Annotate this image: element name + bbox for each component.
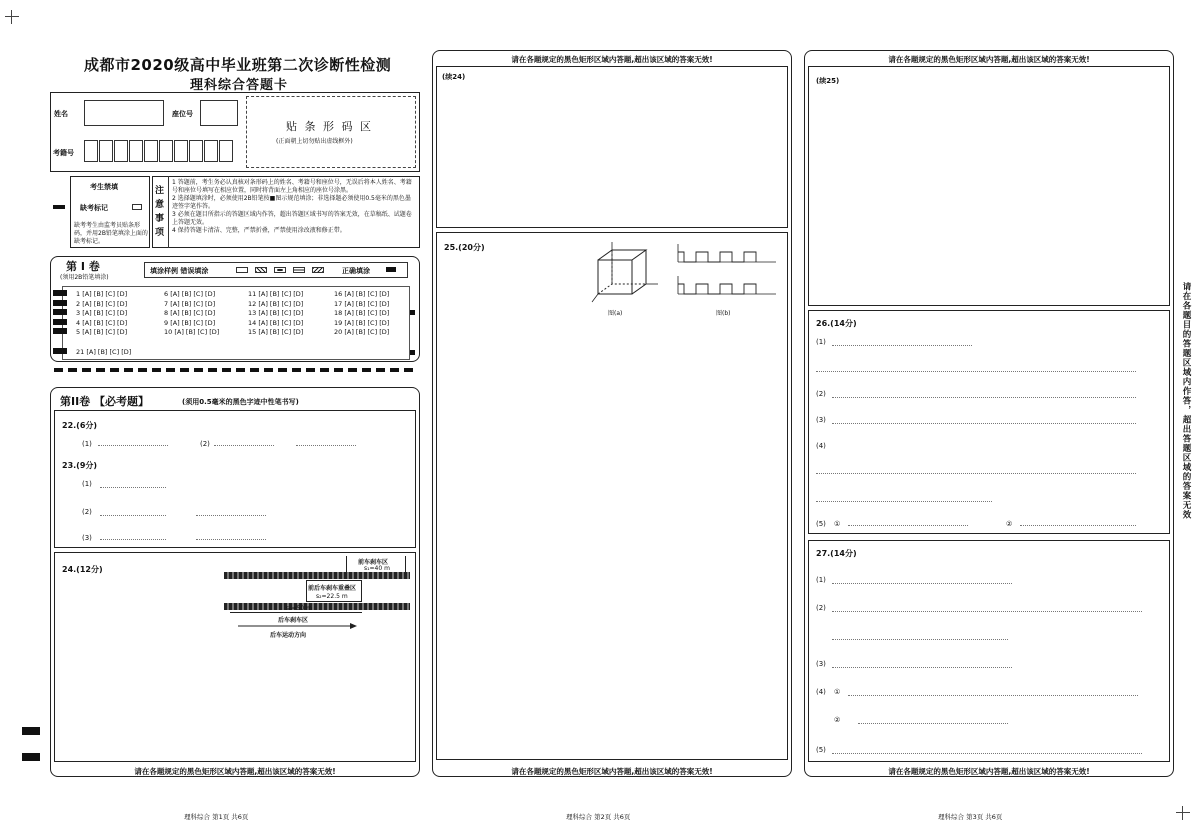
q27-answer1-line[interactable] [832, 576, 1012, 584]
absent-mark-label: 缺考标记 [80, 204, 108, 212]
exam-no-cell[interactable] [189, 140, 203, 162]
q22-part2: (2) [200, 440, 210, 448]
exam-no-cell[interactable] [99, 140, 113, 162]
q26-answer4-line[interactable] [816, 466, 1136, 474]
rear-zone-label: 后车刹车区 [278, 617, 309, 624]
q22-answer3-line[interactable] [296, 438, 356, 446]
q24-label: 24.(12分) [62, 565, 103, 574]
fig-a-cube-diagram [588, 240, 660, 310]
q27-answer4a-line[interactable] [848, 688, 1138, 696]
timing-dash [376, 368, 385, 372]
timing-dash [166, 368, 175, 372]
q25-label: 25.(20分) [444, 243, 485, 252]
exam-no-cell[interactable] [204, 140, 218, 162]
correct-fill-mark [386, 267, 396, 272]
seat-label: 座位号 [172, 110, 193, 118]
notice-bottom-p3: 请在各题规定的黑色矩形区域内答题,超出该区域的答案无效! [888, 767, 1090, 776]
absent-checkbox[interactable] [132, 204, 142, 210]
direction-label: 后车运动方向 [270, 632, 307, 639]
choice-question[interactable]: 1 [A] [B] [C] [D] [76, 290, 128, 298]
choice-question[interactable]: 12 [A] [B] [C] [D] [248, 299, 304, 308]
q23-part3: (3) [82, 534, 92, 542]
note-item-4: 4 保持答题卡清洁、完整，严禁折叠，严禁使用涂改液和修正带。 [172, 227, 346, 234]
q27-choice1-marker: ① [834, 688, 841, 696]
timing-dash [194, 368, 203, 372]
q27-answer3-line[interactable] [832, 660, 1012, 668]
timing-dash [152, 368, 161, 372]
timing-dash [320, 368, 329, 372]
q26-part3: (3) [816, 416, 826, 424]
road-stripe-bottom [224, 603, 410, 610]
name-label: 姓名 [54, 110, 68, 118]
part1-note: (须用2B铅笔填涂) [60, 274, 109, 281]
q26-answer4b-line[interactable] [816, 494, 992, 502]
q23-answer2-line[interactable] [100, 508, 166, 516]
q27-choice2-marker: ② [834, 716, 841, 724]
timing-mark [53, 319, 67, 325]
overlap-zone-label: 前后车刹车重叠区 [308, 585, 357, 592]
exam-no-cell[interactable] [174, 140, 188, 162]
choice-question[interactable]: 13 [A] [B] [C] [D] [248, 309, 304, 317]
s0-dimension-line [230, 612, 362, 613]
bottom-timing-mark-2 [22, 753, 40, 761]
choice-question[interactable]: 9 [A] [B] [C] [D] [164, 318, 216, 327]
q26-answer1b-line[interactable] [816, 364, 1136, 372]
s1-label: s₁=40 m [364, 565, 390, 572]
q26-part2: (2) [816, 390, 826, 398]
timing-dash [250, 368, 259, 372]
timing-dash [124, 368, 133, 372]
q27-answer4b-line[interactable] [858, 716, 1008, 724]
choice-question[interactable]: 3 [A] [B] [C] [D] [76, 309, 128, 317]
exam-title: 成都市2020级高中毕业班第二次诊断性检测 [84, 56, 392, 74]
timing-dash [68, 368, 77, 372]
q23-answer1-line[interactable] [100, 480, 166, 488]
notes-divider [168, 176, 169, 248]
notice-top-p3: 请在各题规定的黑色矩形区域内答题,超出该区域的答案无效! [888, 55, 1090, 64]
timing-dash [138, 368, 147, 372]
q25-continued-block [808, 66, 1170, 306]
q23-label: 23.(9分) [62, 461, 98, 470]
timing-dash [264, 368, 273, 372]
q26-answer5a-line[interactable] [848, 518, 968, 526]
q22-label: 22.(6分) [62, 421, 98, 430]
choice-question[interactable]: 11 [A] [B] [C] [D] [248, 290, 304, 298]
q26-answer2-line[interactable] [832, 390, 1136, 398]
barcode-title: 贴 条 形 码 区 [286, 120, 373, 133]
timing-dash [334, 368, 343, 372]
timing-dash [292, 368, 301, 372]
q27-part1: (1) [816, 576, 826, 584]
timing-dash [110, 368, 119, 372]
timing-dash [180, 368, 189, 372]
timing-dash [222, 368, 231, 372]
timing-dash [362, 368, 371, 372]
q22-23-block [54, 410, 416, 548]
exam-no-cell[interactable] [144, 140, 158, 162]
notes-label: 注意事项 [155, 186, 165, 238]
exam-no-cell[interactable] [84, 140, 98, 162]
q26-choice2-marker: ② [1006, 520, 1013, 528]
notice-top-p2: 请在各题规定的黑色矩形区域内答题,超出该区域的答案无效! [511, 55, 713, 64]
registration-cross-top-left [5, 10, 19, 24]
q24-continued-block [436, 66, 788, 228]
q27-part5: (5) [816, 746, 826, 754]
q26-answer5b-line[interactable] [1020, 518, 1136, 526]
exam-no-label: 考籍号 [53, 149, 74, 157]
barcode-note: (正面朝上切勿贴出虚线框外) [276, 138, 353, 145]
s2-label: s₂=22.5 m [316, 593, 348, 600]
timing-dash [82, 368, 91, 372]
right-mark-2 [410, 350, 415, 355]
notice-bottom-p1: 请在各题规定的黑色矩形区域内答题,超出该区域的答案无效! [134, 767, 336, 776]
choice-question[interactable]: 18 [A] [B] [C] [D] [334, 309, 390, 317]
q23-answer4-line[interactable] [100, 532, 166, 540]
timing-dash [54, 368, 63, 372]
q25-continued-label: (续25) [816, 77, 840, 85]
timing-mark [53, 328, 67, 334]
timing-mark [53, 309, 67, 315]
choice-question[interactable]: 20 [A] [B] [C] [D] [334, 328, 390, 336]
registration-cross-bottom-right [1176, 806, 1190, 820]
exam-no-cell[interactable] [219, 140, 233, 162]
bottom-timing-mark-1 [22, 727, 40, 735]
q22-part1: (1) [82, 440, 92, 448]
q26-part4: (4) [816, 442, 826, 450]
note-item-1: 1 答题前，考生务必认真核对条形码上的姓名、考籍号和座位号，无误后将本人姓名、考籍号和座位号填写在相应位置，同时将背面左上角相应的座位号涂黑。 [172, 179, 412, 194]
q26-answer3-line[interactable] [832, 416, 1136, 424]
timing-mark [53, 300, 67, 306]
road-stripe-top [224, 572, 410, 579]
q27-block [808, 540, 1170, 762]
fig-a-label: 图(a) [608, 310, 623, 317]
fig-b-label: 图(b) [716, 310, 731, 317]
timing-dash [348, 368, 357, 372]
q22-answer1-line[interactable] [98, 438, 168, 446]
exam-no-cell[interactable] [129, 140, 143, 162]
answer-sheet-title: 理科综合答题卡 [190, 78, 289, 93]
q27-part4: (4) [816, 688, 826, 696]
absent-title: 考生禁填 [90, 183, 118, 191]
note-item-3: 3 必须在题目所指示的答题区域内作答，超出答题区域书写的答案无效，在草稿纸、试题卷上答题无效。 [172, 211, 412, 226]
choice-question[interactable]: 16 [A] [B] [C] [D] [334, 290, 390, 298]
choice-question[interactable]: 15 [A] [B] [C] [D] [248, 328, 304, 336]
q27-answer2-line[interactable] [832, 604, 1142, 612]
exam-no-cell[interactable] [114, 140, 128, 162]
q23-answer3-line[interactable] [196, 508, 266, 516]
wrong-fill-example [236, 267, 248, 273]
wrong-fill-example [293, 267, 305, 273]
timing-dash [278, 368, 287, 372]
seat-field[interactable] [200, 100, 238, 126]
q23-answer5-line[interactable] [196, 532, 266, 540]
choice-question[interactable]: 8 [A] [B] [C] [D] [164, 309, 216, 317]
fill-example-label: 填涂样例 错误填涂 [150, 267, 209, 275]
choice-question[interactable]: 6 [A] [B] [C] [D] [164, 290, 216, 298]
notice-bottom-p2: 请在各题规定的黑色矩形区域内答题,超出该区域的答案无效! [511, 767, 713, 776]
choice-question[interactable]: 10 [A] [B] [C] [D] [164, 328, 220, 336]
q26-answer1-line[interactable] [832, 338, 972, 346]
timing-dash [96, 368, 105, 372]
timing-mark [53, 205, 65, 209]
q27-part3: (3) [816, 660, 826, 668]
correct-fill-label: 正确填涂 [342, 267, 370, 275]
footer-p2: 理科综合 第2页 共6页 [566, 813, 631, 821]
timing-dash [236, 368, 245, 372]
q27-label: 27.(14分) [816, 549, 857, 558]
right-mark-1 [410, 310, 415, 315]
q26-label: 26.(14分) [816, 319, 857, 328]
side-notice: 请在各题目的答题区域内作答，超出答题区域的答案无效 [1181, 282, 1191, 520]
part1-title: 第 I 卷 [66, 260, 100, 273]
footer-p1: 理科综合 第1页 共6页 [184, 813, 249, 821]
name-field[interactable] [84, 100, 164, 126]
choice-question[interactable]: 7 [A] [B] [C] [D] [164, 299, 216, 308]
timing-dash [390, 368, 399, 372]
timing-mark [53, 348, 67, 354]
choice-question[interactable]: 2 [A] [B] [C] [D] [76, 299, 128, 308]
fig-b-wave-graph [672, 240, 784, 304]
wrong-fill-example [274, 267, 286, 273]
part2-note: (须用0.5毫米的黑色字迹中性笔书写) [182, 398, 299, 406]
q26-part5: (5) [816, 520, 826, 528]
part2-title: 第II卷 【必考题】 [60, 395, 150, 408]
wrong-fill-example [312, 267, 324, 273]
timing-mark [53, 290, 67, 296]
choice-question[interactable]: 4 [A] [B] [C] [D] [76, 318, 128, 327]
q27-part2: (2) [816, 604, 826, 612]
s0-label: s₀=50 m [286, 605, 312, 612]
wrong-fill-example [255, 267, 267, 273]
exam-no-cell[interactable] [159, 140, 173, 162]
choice-question[interactable]: 17 [A] [B] [C] [D] [334, 299, 390, 308]
q23-part1: (1) [82, 480, 92, 488]
q27-answer5-line[interactable] [832, 746, 1142, 754]
timing-dash [404, 368, 413, 372]
timing-dash [208, 368, 217, 372]
choice-question[interactable]: 19 [A] [B] [C] [D] [334, 318, 390, 327]
notes-list [172, 179, 416, 235]
choice-q21[interactable]: 21 [A] [B] [C] [D] [76, 348, 132, 356]
absent-note: 缺考考生由监考员贴条形码，并用2B铅笔填涂上面的缺考标记。 [74, 222, 148, 245]
footer-p3: 理科综合 第3页 共6页 [938, 813, 1003, 821]
q26-part1: (1) [816, 338, 826, 346]
front-zone-label: 前车刹车区 [358, 559, 389, 566]
q26-choice1-marker: ① [834, 520, 841, 528]
q23-part2: (2) [82, 508, 92, 516]
choice-question[interactable]: 14 [A] [B] [C] [D] [248, 318, 304, 327]
timing-dash [306, 368, 315, 372]
q27-answer2b-line[interactable] [832, 632, 1008, 640]
q24-continued-label: (续24) [442, 73, 466, 81]
note-item-2: 2 选择题填涂时，必须使用2B铅笔按■图示规范填涂；非选择题必须使用0.5毫米的黑色墨迹签字笔作答。 [172, 195, 411, 210]
direction-arrow-icon [238, 622, 358, 630]
q22-answer2-line[interactable] [214, 438, 274, 446]
choice-question[interactable]: 5 [A] [B] [C] [D] [76, 328, 128, 336]
